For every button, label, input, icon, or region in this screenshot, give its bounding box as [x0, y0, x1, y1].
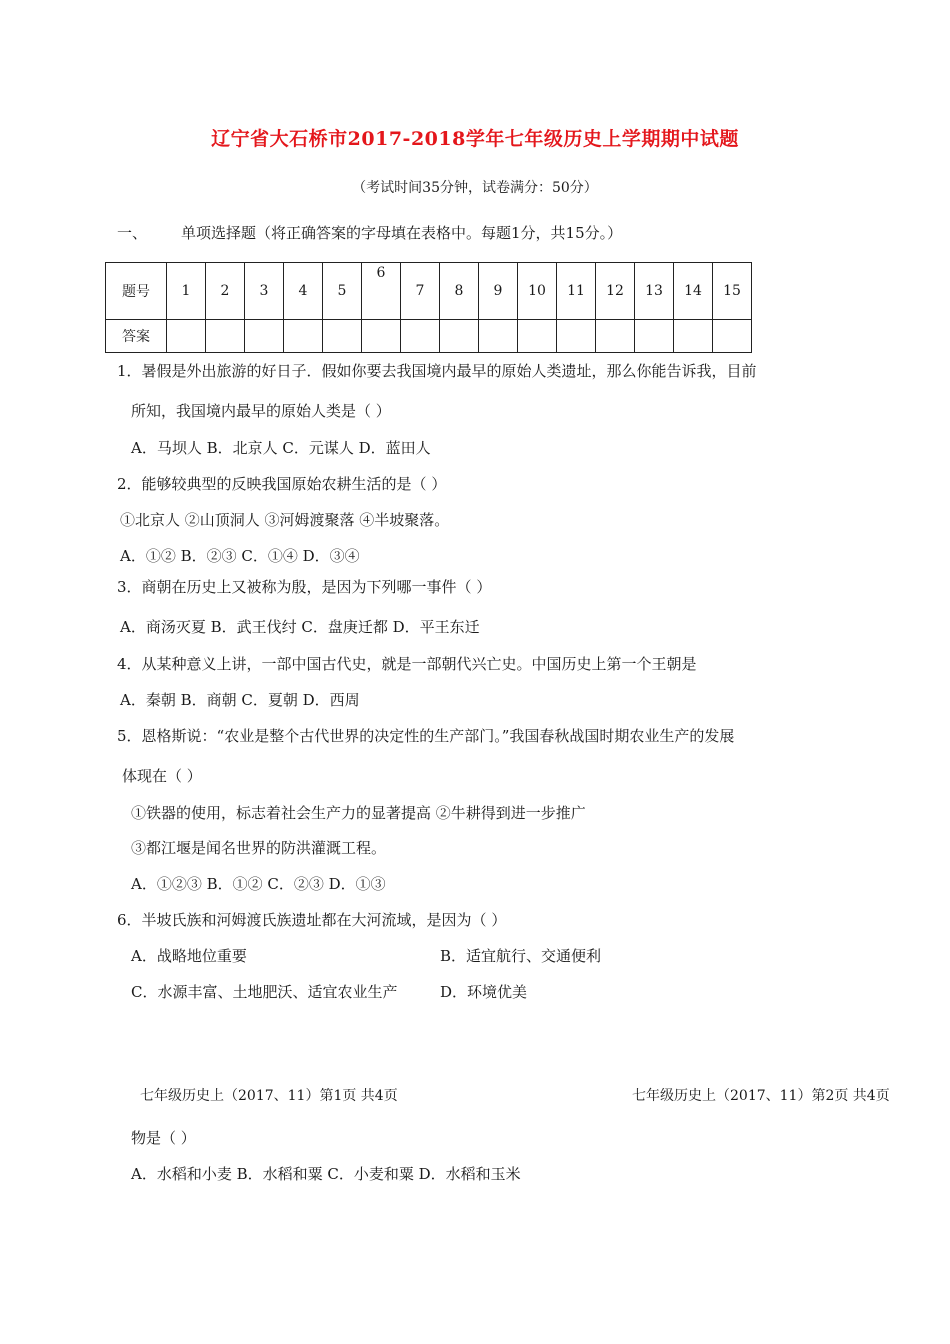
question-number-cell: 11	[557, 263, 596, 320]
question-1-stem: 1．暑假是外出旅游的好日子．假如你要去我国境内最早的原始人类遗址，那么你能告诉我，目前	[117, 362, 757, 380]
answer-table	[105, 262, 752, 353]
question-number-cell: 7	[401, 263, 440, 320]
question-number-cell: 8	[440, 263, 479, 320]
answer-cell[interactable]	[713, 320, 752, 353]
question-5-options: A．①②③ B．①② C．②③ D．①③	[131, 875, 386, 893]
question-number-cell: 6	[362, 263, 401, 320]
question-2-options: A．①② B．②③ C．①④ D．③④	[120, 547, 360, 565]
answer-cell[interactable]	[635, 320, 674, 353]
question-4-stem: 4．从某种意义上讲，一部中国古代史，就是一部朝代兴亡史。中国历史上第一个王朝是	[117, 655, 697, 673]
answer-cell[interactable]	[674, 320, 713, 353]
question-3-options: A．商汤灭夏 B．武王伐纣 C．盘庚迁都 D．平王东迁	[120, 618, 480, 636]
section-number: 一、	[117, 224, 148, 242]
row-label-answer: 答案	[106, 320, 167, 353]
question-2-stem: 2．能够较典型的反映我国原始农耕生活的是（ ）	[117, 475, 447, 493]
question-6-option-b: B．适宜航行、交通便利	[440, 947, 602, 965]
question-1-options: A．马坝人 B．北京人 C．元谋人 D．蓝田人	[131, 439, 431, 457]
question-number-cell: 1	[167, 263, 206, 320]
page-footer-right: 七年级历史上（2017、11）第2页 共4页	[632, 1088, 890, 1104]
question-number-cell: 3	[245, 263, 284, 320]
question-number-cell: 9	[479, 263, 518, 320]
exam-info: （考试时间35分钟，试卷满分：50分）	[352, 180, 598, 196]
question-5-item-3: ③都江堰是闻名世界的防洪灌溉工程。	[131, 839, 387, 857]
question-5-stem: 5．恩格斯说：“农业是整个古代世界的决定性的生产部门。”我国春秋战国时期农业生产的发展	[117, 727, 735, 745]
answer-cell[interactable]	[596, 320, 635, 353]
answer-cell[interactable]	[284, 320, 323, 353]
answer-cell[interactable]	[323, 320, 362, 353]
continuation-options: A．水稻和小麦 B．水稻和粟 C．小麦和粟 D．水稻和玉米	[131, 1165, 521, 1183]
question-6-option-d: D．环境优美	[440, 983, 528, 1001]
answer-cell[interactable]	[440, 320, 479, 353]
answer-cell[interactable]	[479, 320, 518, 353]
question-number-cell: 15	[713, 263, 752, 320]
question-6-stem: 6．半坡氏族和河姆渡氏族遗址都在大河流域，是因为（ ）	[117, 911, 507, 929]
answer-cell[interactable]	[245, 320, 284, 353]
question-number-row	[106, 263, 752, 320]
row-label-number: 题号	[106, 263, 167, 320]
question-number-cell: 10	[518, 263, 557, 320]
page-title: 辽宁省大石桥市2017-2018学年七年级历史上学期期中试题	[211, 128, 739, 150]
continuation-stem: 物是（ ）	[131, 1129, 196, 1147]
question-number-cell: 5	[323, 263, 362, 320]
question-5-stem-cont: 体现在（ ）	[122, 767, 202, 785]
answer-cell[interactable]	[518, 320, 557, 353]
answer-cell[interactable]	[362, 320, 401, 353]
question-1-stem-cont: 所知，我国境内最早的原始人类是（ ）	[131, 402, 391, 420]
question-3-stem: 3．商朝在历史上又被称为殷，是因为下列哪一事件（ ）	[117, 578, 492, 596]
question-4-options: A．秦朝 B．商朝 C．夏朝 D．西周	[120, 691, 360, 709]
page-footer-left: 七年级历史上（2017、11）第1页 共4页	[140, 1088, 398, 1104]
question-6-option-a: A．战略地位重要	[131, 947, 247, 965]
section-heading	[117, 222, 622, 243]
answer-cell[interactable]	[206, 320, 245, 353]
answer-cell[interactable]	[401, 320, 440, 353]
question-number-cell: 12	[596, 263, 635, 320]
section-instructions: 单项选择题（将正确答案的字母填在表格中。每题1分，共15分。）	[181, 224, 623, 242]
answer-cell[interactable]	[557, 320, 596, 353]
question-number-cell: 13	[635, 263, 674, 320]
question-number-cell: 2	[206, 263, 245, 320]
answer-cell[interactable]	[167, 320, 206, 353]
question-number-cell: 4	[284, 263, 323, 320]
question-2-items: ①北京人 ②山顶洞人 ③河姆渡聚落 ④半坡聚落。	[120, 511, 450, 529]
question-number-cell: 14	[674, 263, 713, 320]
answer-row	[106, 320, 752, 353]
question-5-item-1-2: ①铁器的使用，标志着社会生产力的显著提高 ②牛耕得到进一步推广	[131, 804, 586, 822]
question-6-option-c: C．水源丰富、土地肥沃、适宜农业生产	[131, 983, 398, 1001]
